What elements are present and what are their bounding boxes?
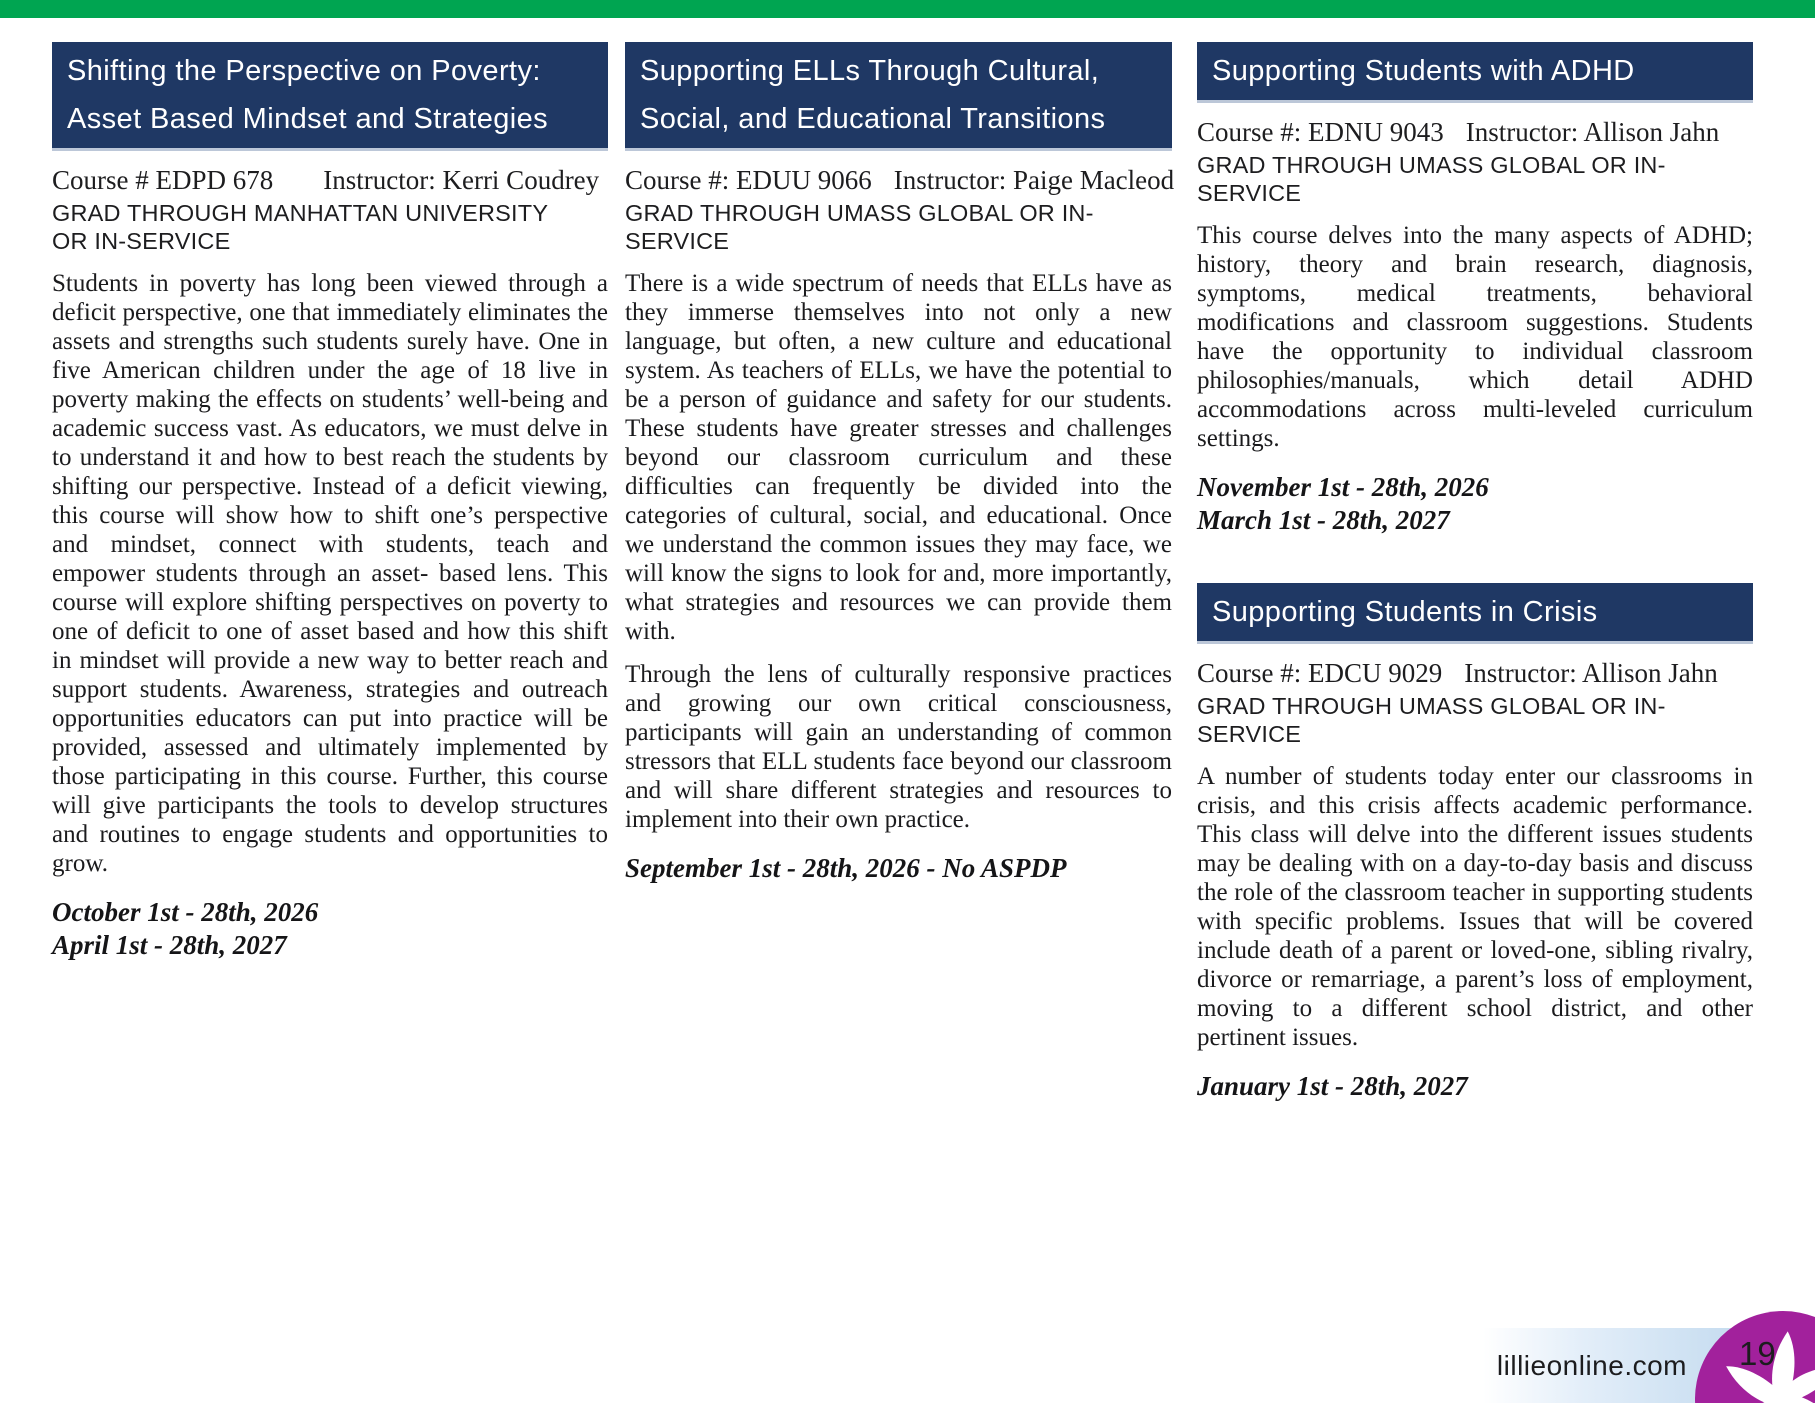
course-title-line: Asset Based Mindset and Strategies [67, 103, 549, 135]
credit-type [52, 199, 608, 255]
course-section-poverty [52, 42, 608, 962]
course-section-crisis [1197, 583, 1753, 1103]
credit-line: GRAD THROUGH UMASS GLOBAL OR IN-SERVICE [1197, 693, 1666, 747]
course-description: Students in poverty has long been viewed through a deficit perspective, one that immediately eliminates the assets and strengths such students surely have. One in five American children under the age of 18 live in poverty making the effects on students’ well-being and academic success vast. As educators, we must delve in to understand it and how to best reach the students by shifting our perspective. Instead of a deficit viewing, this course will show how to shift one’s perspective and mindset, connect with students, teach and empower students through an asset- based lens. This course will explore shifting perspectives on poverty to one of deficit to one of asset based and how this shift in mindset will provide a new way to better reach and support students. Awareness, strategies and outreach opportunities educators can put into practice will be provided, assessed and ultimately implemented by those participating in this course. Further, this course will give participants the tools to develop structures and routines to engage students and opportunities to grow. [52, 270, 608, 877]
column-3 [1197, 42, 1753, 1103]
top-accent-bar [0, 0, 1815, 18]
credit-line: GRAD THROUGH MANHATTAN UNIVERSITY [52, 200, 549, 226]
course-dates [1197, 471, 1753, 537]
course-meta [52, 165, 608, 196]
course-date: April 1st - 28th, 2027 [52, 930, 287, 960]
column-2 [625, 42, 1175, 885]
course-dates [1197, 1070, 1753, 1103]
course-meta [1197, 117, 1753, 148]
course-number: Course # EDPD 678 [52, 165, 274, 195]
course-date: September 1st - 28th, 2026 - No ASPDP [625, 853, 1067, 883]
instructor-name: Instructor: Allison Jahn [1465, 117, 1720, 147]
publisher-logo [1695, 1311, 1815, 1403]
course-date: October 1st - 28th, 2026 [52, 897, 319, 927]
course-section-ells [625, 42, 1175, 885]
course-date: March 1st - 28th, 2027 [1197, 505, 1450, 535]
course-description: This course delves into the many aspects of ADHD; history, theory and brain research, diagnosis, symptoms, medical treatments, behavioral modifications and classroom suggestions. Students have the opportunity to individual classroom philosophies/manuals, which detail ADHD accommodations across multi-leveled curriculum settings. [1197, 222, 1753, 452]
website-url: lillieonline.com [1496, 1350, 1687, 1381]
course-title-line: Supporting Students with ADHD [1212, 55, 1635, 87]
instructor-name: Instructor: Kerri Coudrey [323, 165, 600, 195]
course-dates [52, 896, 608, 962]
course-section-adhd [1197, 42, 1753, 537]
course-title-line: Shifting the Perspective on Poverty: [67, 55, 541, 87]
instructor-name: Instructor: Paige Macleod [893, 165, 1175, 195]
course-description: A number of students today enter our classrooms in crisis, and this crisis affects academic performance. This class will delve into the different issues students may be dealing with on a day-to-day basis and discuss the role of the classroom teacher in supporting students with specific problems. Issues that will be covered include death of a parent or loved-one, sibling rivalry, divorce or remarriage, a parent’s loss of employment, moving to a different school district, and other pertinent issues. [1197, 763, 1753, 1051]
course-meta [1197, 658, 1753, 689]
course-title-banner-crisis [1197, 583, 1753, 644]
credit-type [625, 199, 1172, 255]
course-title-banner-ells [625, 42, 1172, 151]
course-description: There is a wide spectrum of needs that ELLs have as they immerse themselves into not only a new language, but often, a new culture and educational system. As teachers of ELLs, we have the potential to be a person of guidance and safety for our students. These students have greater stresses and challenges beyond our classroom curriculum and these difficulties can frequently be divided into the categories of cultural, social, and educational. Once we understand the common issues they may face, we will know the signs to look for and, more importantly, what strategies and resources we can provide them with. [625, 270, 1172, 645]
course-title-banner-adhd [1197, 42, 1753, 103]
page-number: 19 [1739, 1335, 1776, 1372]
course-date: November 1st - 28th, 2026 [1197, 472, 1489, 502]
course-date: January 1st - 28th, 2027 [1197, 1071, 1468, 1101]
credit-line: GRAD THROUGH UMASS GLOBAL OR IN-SERVICE [1197, 152, 1666, 206]
course-number: Course #: EDCU 9029 [1197, 658, 1443, 688]
course-title-line: Supporting Students in Crisis [1212, 596, 1598, 628]
course-title-banner-poverty [52, 42, 608, 151]
credit-type [1197, 151, 1753, 207]
course-number: Course #: EDUU 9066 [625, 165, 872, 195]
column-1 [52, 42, 608, 962]
instructor-name: Instructor: Allison Jahn [1464, 658, 1718, 688]
course-title-line: Social, and Educational Transitions [640, 103, 1106, 135]
course-meta [625, 165, 1175, 196]
course-description: Through the lens of culturally responsive practices and growing our own critical consciousness, participants will gain an understanding of common stressors that ELL students face beyond our classroom and will share different strategies and resources to implement into their own practice. [625, 661, 1172, 833]
course-number: Course #: EDNU 9043 [1197, 117, 1444, 147]
credit-line: GRAD THROUGH UMASS GLOBAL OR IN-SERVICE [625, 200, 1094, 254]
course-dates [625, 852, 1172, 885]
course-title-line: Supporting ELLs Through Cultural, [640, 55, 1100, 87]
credit-line: OR IN-SERVICE [52, 228, 231, 254]
credit-type [1197, 692, 1753, 748]
